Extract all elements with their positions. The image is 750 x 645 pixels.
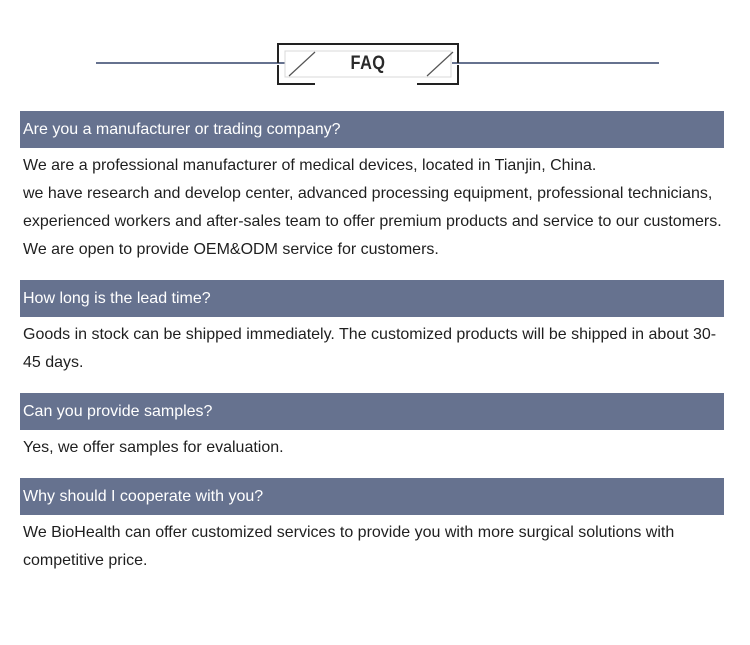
header-divider-left — [96, 62, 286, 64]
page-title: FAQ — [350, 53, 386, 74]
faq-question-3: Can you provide samples? — [20, 393, 724, 430]
faq-title-frame — [277, 43, 459, 85]
faq-answer-1 — [23, 152, 723, 264]
faq-answer-4 — [23, 519, 723, 575]
faq-header — [0, 0, 750, 100]
faq-answer-4-line-1: We BioHealth can offer customized services to provide you with more surgical solutions with competitive price. — [23, 524, 675, 569]
faq-answer-2 — [23, 321, 723, 377]
header-divider-right — [452, 62, 659, 64]
faq-answer-2-line-1: Goods in stock can be shipped immediately. The customized products will be shipped in about 30-45 days. — [23, 326, 717, 371]
faq-answer-1-line-1: We are a professional manufacturer of medical devices, located in Tianjin, China. — [23, 157, 597, 174]
faq-answer-3-line-1: Yes, we offer samples for evaluation. — [23, 439, 284, 456]
faq-question-2: How long is the lead time? — [20, 280, 724, 317]
faq-question-4: Why should I cooperate with you? — [20, 478, 724, 515]
faq-answer-1-line-2: we have research and develop center, advanced processing equipment, professional technicians, experienced workers and after-sales team to offer premium products and service to our customers. We are open to provide OEM&ODM service for customers. — [23, 185, 722, 258]
faq-question-1: Are you a manufacturer or trading company? — [20, 111, 724, 148]
faq-answer-3 — [23, 434, 723, 462]
